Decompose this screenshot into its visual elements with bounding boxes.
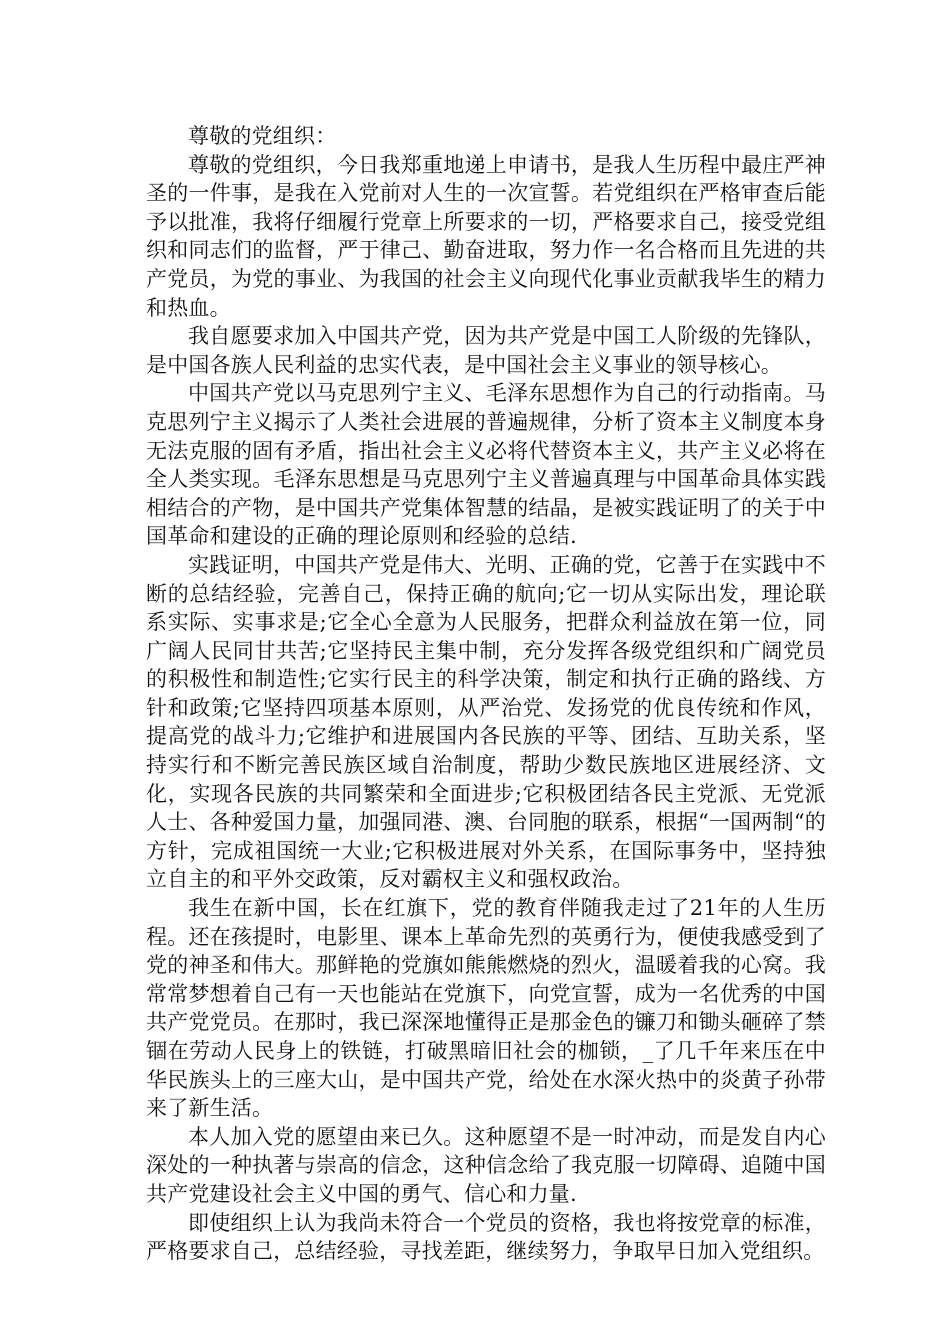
salutation: 尊敬的党组织： xyxy=(188,124,337,148)
paragraph-3: 中国共产党以马克思列宁主义、毛泽东思想作为自己的行动指南。马克思列宁主义揭示了人类社会进展的普遍规律，分析了资本主义制度本身无法克服的固有矛盾，指出社会主义必将代替资本主义，共产主义必将在全人类实现。毛泽东思想是马克思列宁主义普遍真理与中国革命具体实践相结合的产物，是中国共产党集体智慧的结晶，是被实践证明了的关于中国革命和建设的正确的理论原则和经验的总结. xyxy=(146,381,826,549)
paragraph-4: 实践证明，中国共产党是伟大、光明、正确的党，它善于在实践中不断的总结经验，完善自己，保持正确的航向;它一切从实际出发，理论联系实际、实事求是;它全心全意为人民服务，把群众利益放在第一位，同广阔人民同甘共苦;它坚持民主集中制，充分发挥各级党组织和广阔党员的积极性和制造性;它实行民主的科学决策，制定和执行正确的路线、方针和政策;它坚持四项基本原则，从严治党、发扬党的优良传统和作风，提高党的战斗力;它维护和进展国内各民族的平等、团结、互助关系，坚持实行和不断完善民族区域自治制度，帮助少数民族地区进展经济、文化，实现各民族的共同繁荣和全面进步;它积极团结各民主党派、无党派人士、各种爱国力量，加强同港、澳、台同胞的联系，根据“一国两制“的方针，完成祖国统一大业;它积极进展对外关系，在国际事务中，坚持独立自主的和平外交政策，反对霸权主义和强权政治。 xyxy=(146,552,826,892)
paragraph-5: 我生在新中国，长在红旗下，党的教育伴随我走过了21年的人生历程。还在孩提时，电影里、课本上革命先烈的英勇行为，便使我感受到了党的神圣和伟大。那鲜艳的党旗如熊熊燃烧的烈火，温暖着我的心窝。我常常梦想着自己有一天也能站在党旗下，向党宣誓，成为一名优秀的中国共产党党员。在那时，我已深深地懂得正是那金色的镰刀和锄头砸碎了禁锢在劳动人民身上的铁链，打破黑暗旧社会的枷锁，_了几千年来压在中华民族头上的三座大山，是中国共产党，给处在水深火热中的炎黄子孙带来了新生活。 xyxy=(146,896,826,1121)
letter-body xyxy=(146,122,826,1266)
paragraph-6: 本人加入党的愿望由来已久。这种愿望不是一时冲动，而是发自内心深处的一种执著与崇高的信念，这种信念给了我克服一切障碍、追随中国共产党建设社会主义中国的勇气、信心和力量. xyxy=(146,1124,826,1206)
paragraph-2: 我自愿要求加入中国共产党，因为共产党是中国工人阶级的先锋队，是中国各族人民利益的忠实代表，是中国社会主义事业的领导核心。 xyxy=(146,324,826,377)
paragraph-7: 即使组织上认为我尚未符合一个党员的资格，我也将按党章的标准，严格要求自己，总结经验，寻找差距，继续努力，争取早日加入党组织。 xyxy=(146,1210,826,1264)
paragraph-1: 尊敬的党组织，今日我郑重地递上申请书，是我人生历程中最庄严神圣的一件事，是我在入党前对人生的一次宣誓。若党组织在严格审查后能予以批准，我将仔细履行党章上所要求的一切，严格要求自己，接受党组织和同志们的监督，严于律己、勤奋进取，努力作一名合格而且先进的共产党员，为党的事业、为我国的社会主义向现代化事业贡献我毕生的精力和热血。 xyxy=(146,152,826,320)
